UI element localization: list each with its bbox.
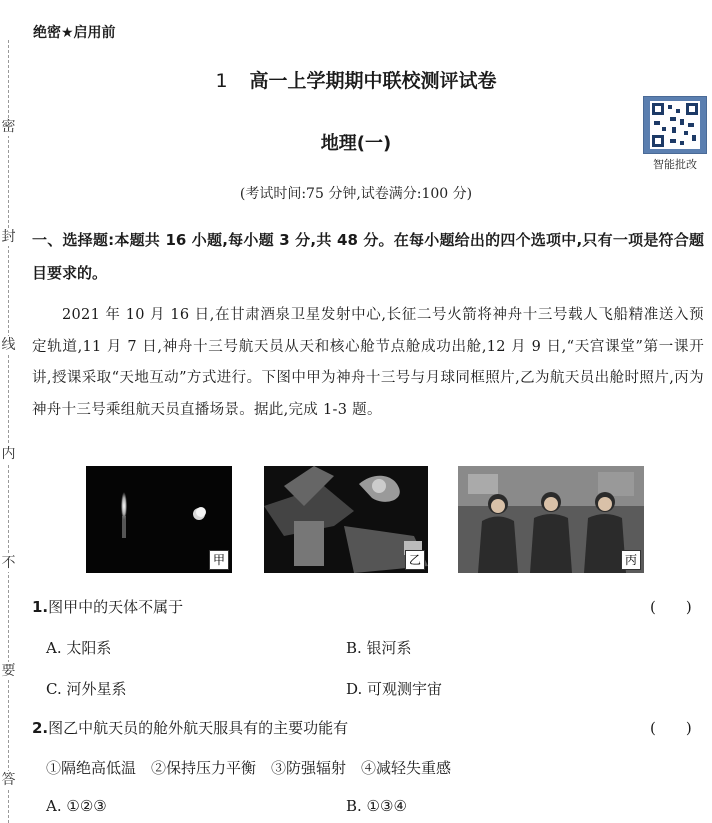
option-c[interactable]: C. 河外星系	[46, 680, 127, 698]
exam-title	[0, 66, 712, 93]
figure-tag: 丙	[621, 550, 641, 570]
answer-bracket: ( )	[650, 598, 692, 616]
question-1-stem	[32, 596, 183, 617]
binding-dashed-line	[8, 40, 9, 823]
confidential-label: 绝密★启用前	[33, 25, 116, 41]
option-b[interactable]: B. ①③④	[346, 797, 407, 815]
binding-char: 答	[1, 772, 16, 788]
question-number: 1.	[32, 598, 49, 616]
question-text: 图乙中航天员的舱外航天服具有的主要功能有	[48, 719, 349, 737]
question-number: 2.	[32, 719, 49, 737]
question-2-statements: ①隔绝高低温 ②保持压力平衡 ③防强辐射 ④减轻失重感	[46, 759, 452, 777]
section-header: 一、选择题:本题共 16 小题,每小题 3 分,共 48 分。在每小题给出的四个选项中,只有一项是符合题目要求的。	[32, 231, 704, 282]
option-a[interactable]: A. ①②③	[46, 797, 107, 815]
reading-passage: 2021 年 10 月 16 日,在甘肃酒泉卫星发射中心,长征二号火箭将神舟十三号载人飞船精准送入预定轨道,11 月 7 日,神舟十三号航天员从天和核心舱节点舱成功出舱,12 月 9 日,“天宫课堂”第一课开讲,授课采取“天地互动”方式进行。下图中甲为神舟十三号与月球同框照片,乙为航天员出舱时照片,丙为神舟十三号乘组航天员直播场景。据此,完成 1-3 题。	[32, 307, 704, 418]
qr-label: 智能批改	[653, 158, 697, 171]
answer-bracket: ( )	[650, 719, 692, 737]
exam-number: 1	[215, 70, 228, 92]
subject-title: 地理(一)	[320, 133, 392, 154]
figure-yi-photo	[264, 466, 428, 573]
figure-tag: 乙	[405, 550, 425, 570]
binding-char: 密	[1, 119, 16, 135]
binding-char: 线	[1, 337, 16, 353]
question-text: 图甲中的天体不属于	[48, 598, 184, 616]
binding-char: 内	[1, 446, 16, 462]
option-a[interactable]: A. 太阳系	[46, 639, 112, 657]
option-d[interactable]: D. 可观测宇宙	[346, 680, 443, 698]
exam-title-text: 高一上学期期中联校测评试卷	[249, 70, 497, 92]
binding-char: 要	[1, 663, 16, 679]
figure-jia-photo	[86, 466, 232, 573]
binding-char: 不	[1, 555, 16, 571]
option-b[interactable]: B. 银河系	[346, 639, 412, 657]
binding-char: 封	[1, 229, 16, 245]
figure-tag: 甲	[209, 550, 229, 570]
qr-code-icon[interactable]	[643, 96, 707, 154]
exam-info: (考试时间:75 分钟,试卷满分:100 分)	[239, 186, 473, 202]
question-2-stem	[32, 717, 348, 738]
figure-bing-photo	[458, 466, 644, 573]
